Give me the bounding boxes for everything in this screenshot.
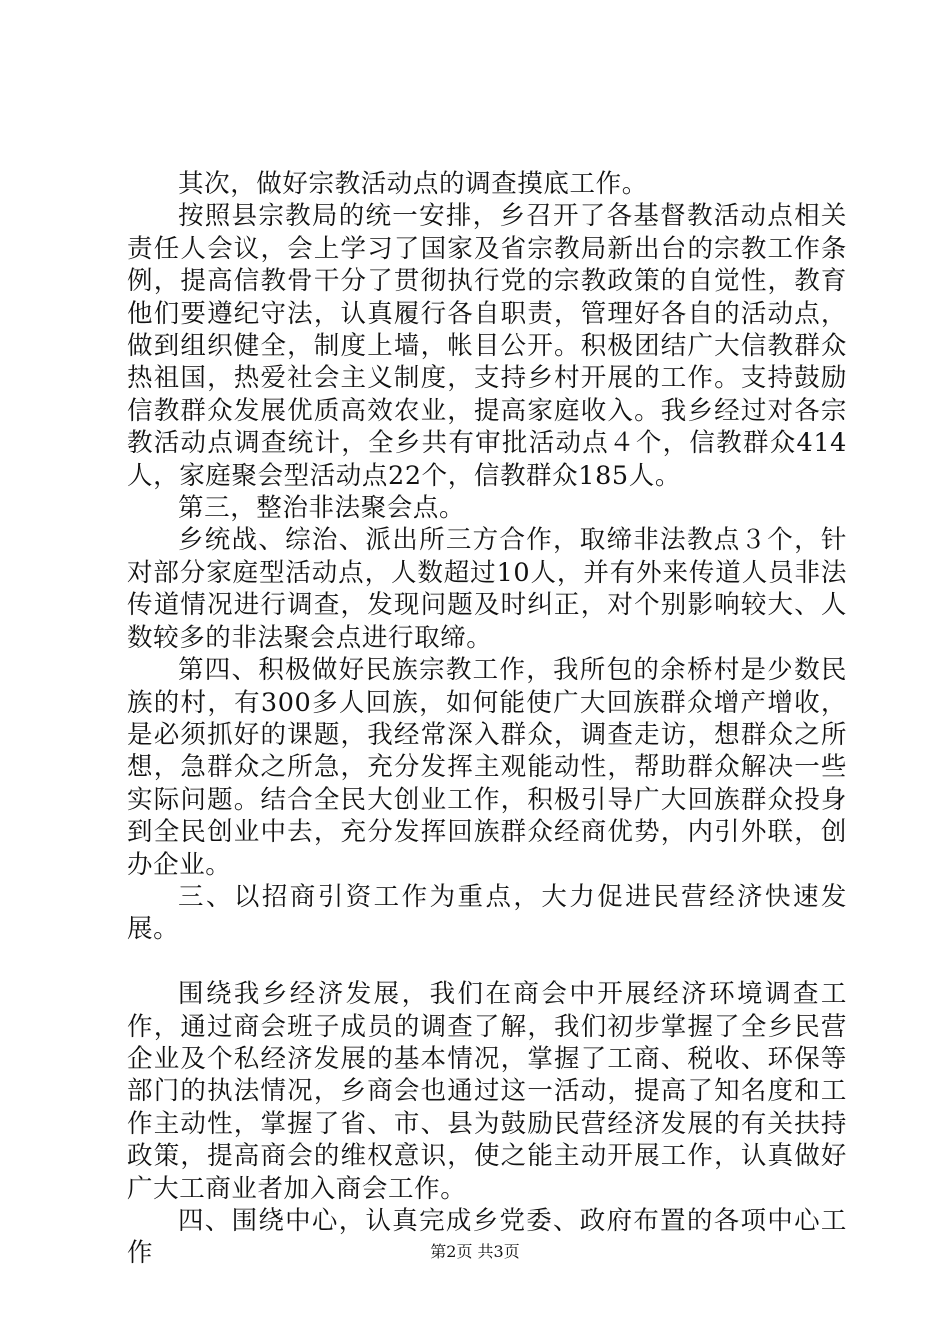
paragraph-chamber-of-commerce: 围绕我乡经济发展，我们在商会中开展经济环境调查工作，通过商会班子成员的调查了解，我们初步掌握了全乡民营企业及个私经济发展的基本情况，掌握了工商、税收、环保等部门的执法情况，乡商会也通过这一活动，提高了知名度和工作主动性，掌握了省、市、县为鼓励民营经济发展的有关扶持政策，提高商会的维权意识，使之能主动开展工作，认真做好广大工商业者加入商会工作。 — [127, 979, 847, 1204]
paragraph-survey-heading: 其次，做好宗教活动点的调查摸底工作。 — [178, 169, 648, 199]
paragraph-survey-details: 按照县宗教局的统一安排，乡召开了各基督教活动点相关责任人会议，会上学习了国家及省宗教局新出台的宗教工作条例，提高信教骨干分了贯彻执行党的宗教政策的自觉性，教育他们要遵纪守法，认真履行各自职责，管理好各自的活动点，做到组织健全，制度上墙，帐目公开。积极团结广大信教群众热祖国，热爱社会主义制度，支持乡村开展的工作。支持鼓励信教群众发展优质高效农业，提高家庭收入。我乡经过对各宗教活动点调查统计，全乡共有审批活动点４个，信教群众414人，家庭聚会型活动点22个，信教群众185人。 — [127, 201, 847, 491]
document-body — [127, 168, 847, 1270]
paragraph-illegal-gatherings: 乡统战、综治、派出所三方合作，取缔非法教点３个，针对部分家庭型活动点，人数超过10人，并有外来传道人员非法传道情况进行调查，发现问题及时纠正，对个别影响较大、人数较多的非法聚会点进行取缔。 — [127, 525, 847, 653]
paragraph-ethnic-religious-work: 第四、积极做好民族宗教工作，我所包的余桥村是少数民族的村，有300多人回族，如何能使广大回族群众增产增收，是必须抓好的课题，我经常深入群众，调查走访，想群众之所想，急群众之所急，充分发挥主观能动性，帮助群众解决一些实际问题。结合全民大创业工作，积极引导广大回族群众投身到全民创业中去，充分发挥回族群众经商优势，内引外联，创办企业。 — [127, 655, 847, 880]
paragraph-section-three-heading: 三、以招商引资工作为重点，大力促进民营经济快速发展。 — [127, 881, 847, 945]
paragraph-third-heading: 第三，整治非法聚会点。 — [178, 493, 466, 524]
paragraph-section-four-heading: 四、围绕中心，认真完成乡党委、政府布置的各项中心工作 — [127, 1205, 847, 1269]
page-number-footer: 第2页 共3页 — [430, 1242, 520, 1261]
